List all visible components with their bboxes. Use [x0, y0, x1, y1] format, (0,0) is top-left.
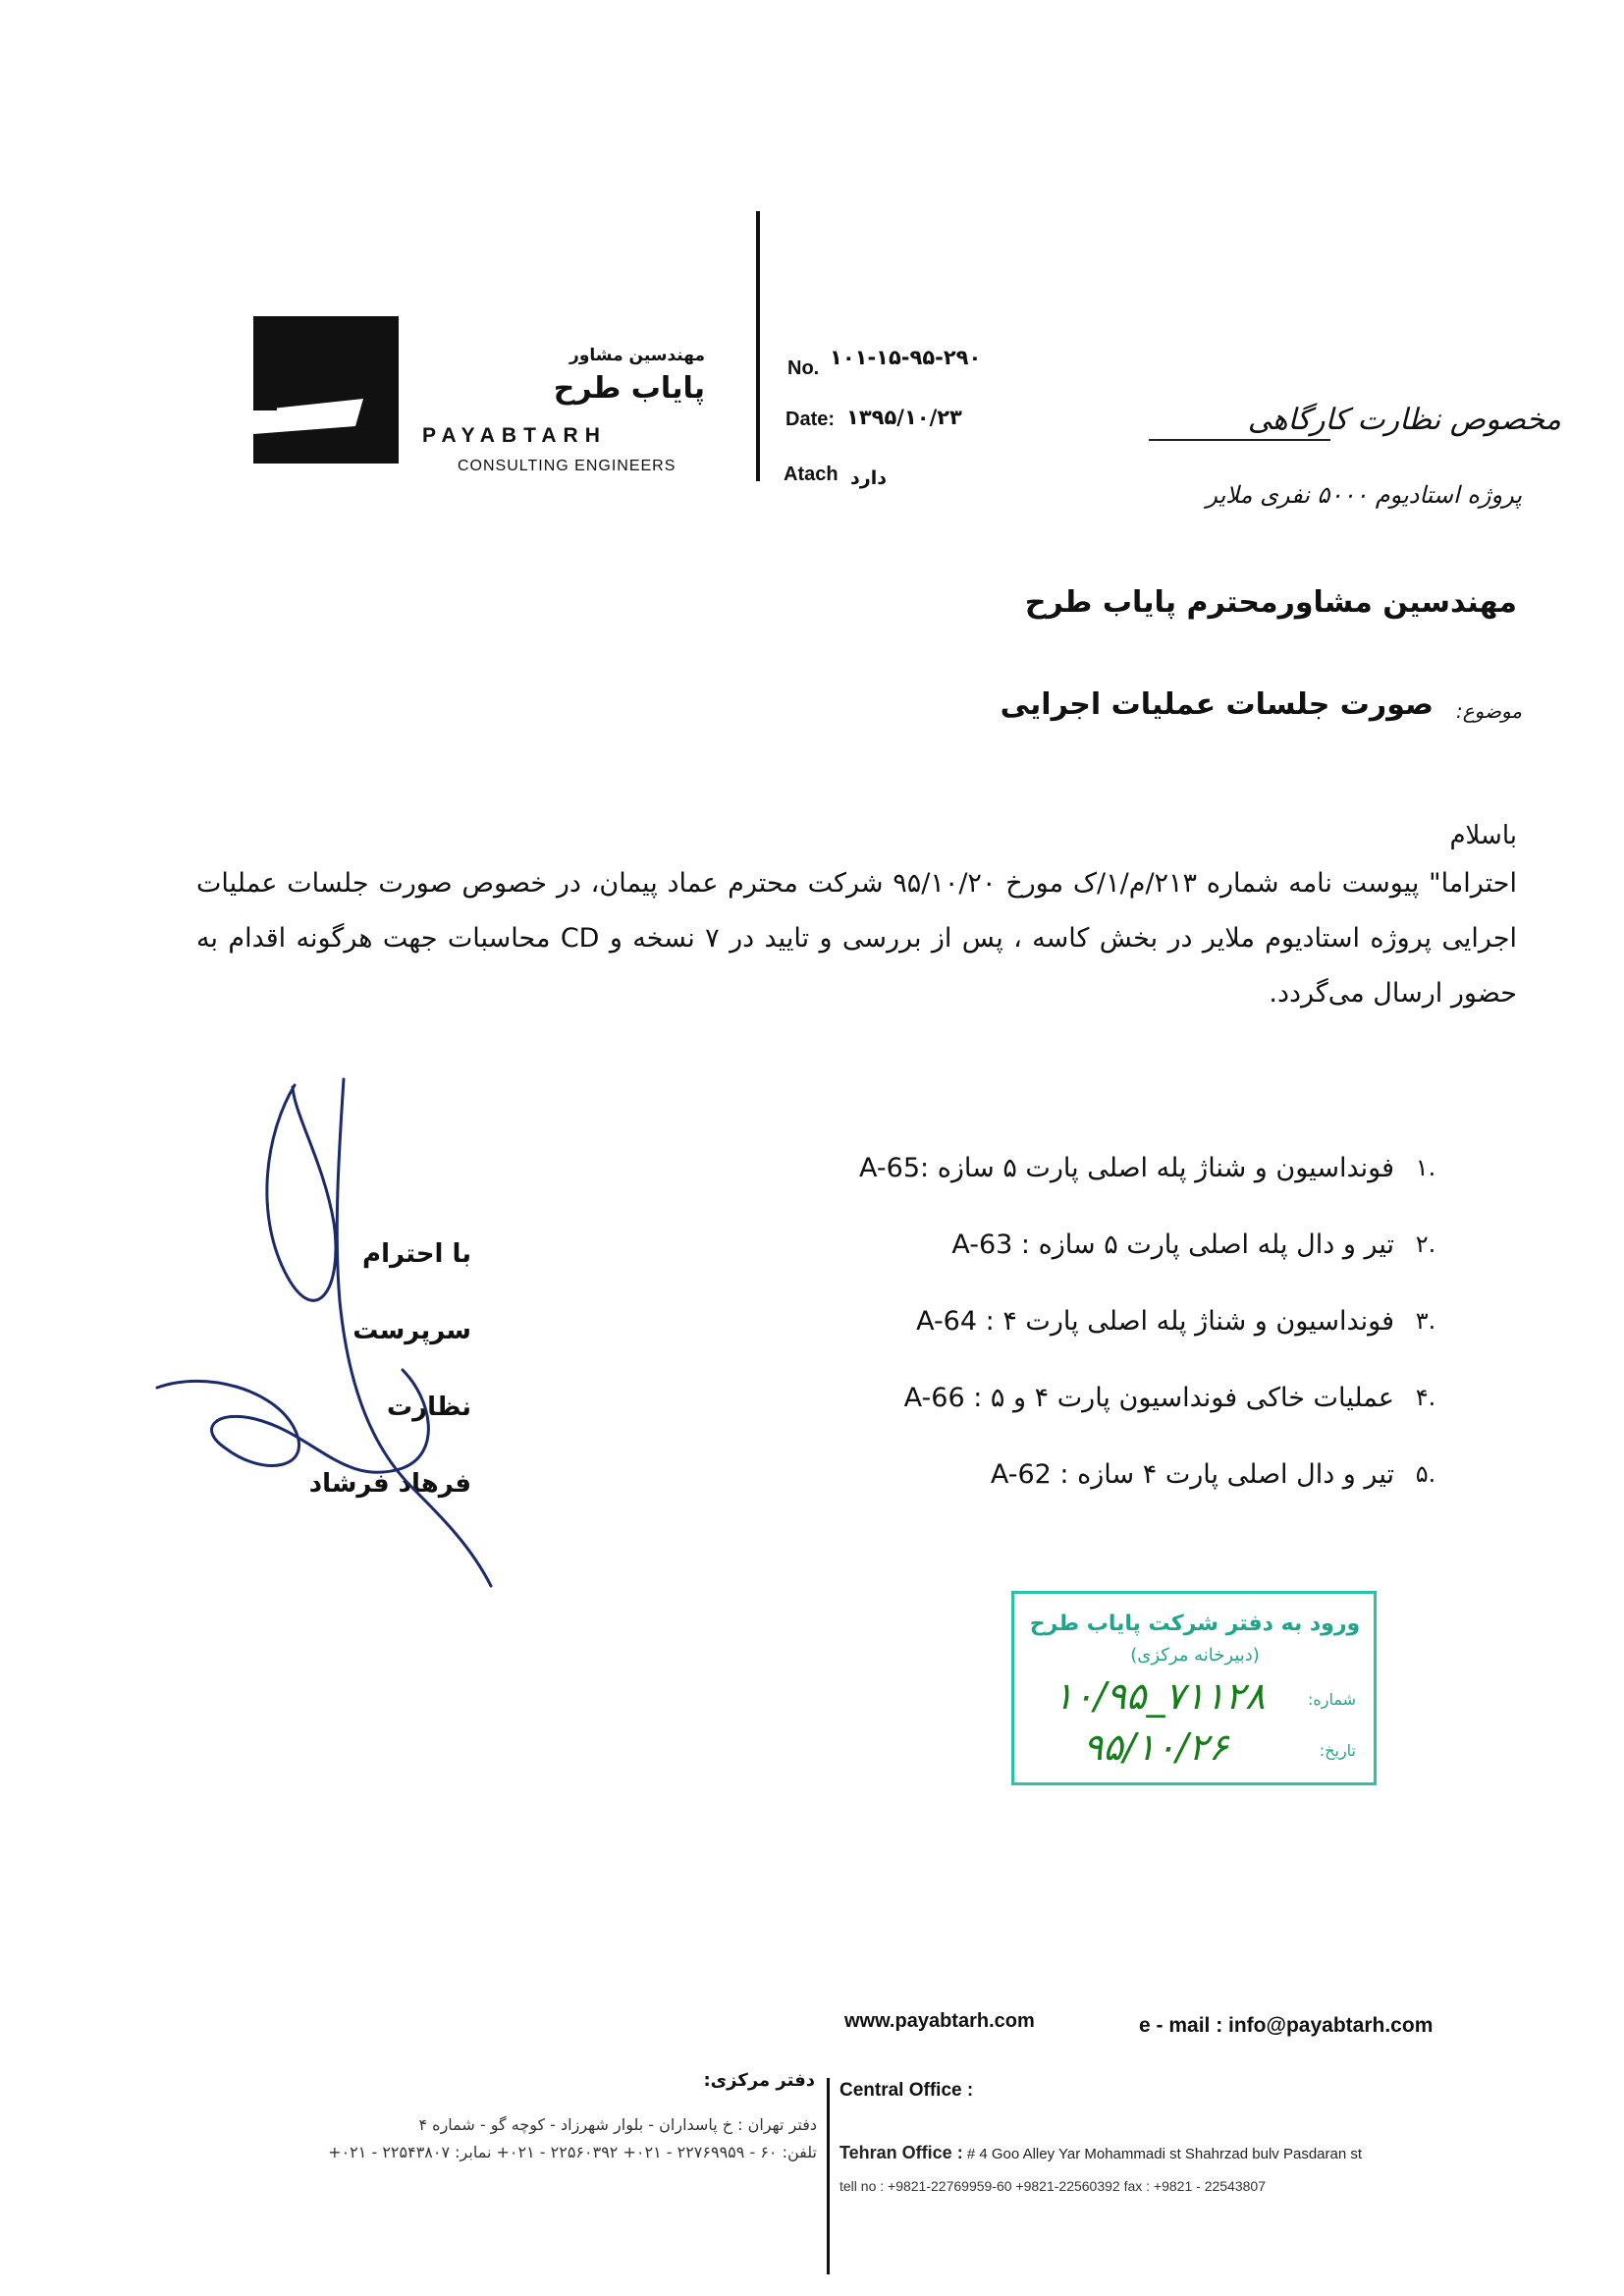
tehran-office-address [839, 2143, 1362, 2163]
special-label: مخصوص نظارت کارگاهی [1247, 403, 1561, 437]
tehran-office-label: Tehran Office : [839, 2143, 963, 2162]
handwritten-signature-icon [147, 1075, 550, 1591]
stamp-date-handwritten: ۹۵/۱۰/۲۶ [1083, 1725, 1229, 1769]
list-item-text: A-65: فونداسیون و شناژ پله اصلی پارت ۵ سازه [859, 1152, 1394, 1183]
firm-type-label: مهندسین مشاور [569, 346, 705, 365]
subject-label: موضوع: [1455, 699, 1522, 723]
payabtarh-logo-icon [253, 316, 399, 464]
list-item [815, 1283, 1443, 1359]
stamp-subtitle: (دبیرخانه مرکزی) [1130, 1645, 1260, 1666]
list-item-text: A-66 : عملیات خاکی فونداسیون پارت ۴ و ۵ [903, 1382, 1394, 1413]
tehran-office-street: # 4 Goo Alley Yar Mohammadi st Shahrzad bulv Pasdaran st [966, 2146, 1363, 2162]
address-persian-line: دفتر تهران : خ پاسداران - بلوار شهرزاد - کوچه گو - شماره ۴ [418, 2115, 817, 2134]
closing-regards: با احترام [362, 1239, 471, 1269]
list-item [815, 1436, 1443, 1512]
attachment-value: دارد [850, 467, 887, 489]
firm-subtitle: CONSULTING ENGINEERS [458, 458, 677, 474]
attachment-label: Atach [784, 464, 839, 485]
list-item-text: A-64 : فونداسیون و شناژ پله اصلی پارت ۴ [916, 1305, 1394, 1337]
project-line: پروژه استادیوم ۵۰۰۰ نفری ملایر [1206, 481, 1522, 509]
firm-name-latin: PAYABTARH [422, 424, 607, 447]
tel-fax-line: tell no : +9821-22769959-60 +9821-22560392 fax : +9821 - 22543807 [839, 2178, 1266, 2194]
address-persian [147, 2111, 817, 2166]
footer-divider [827, 2078, 830, 2274]
firm-name-persian: پایاب طرح [553, 371, 705, 406]
stamp-title: ورود به دفتر شرکت پایاب طرح [1029, 1612, 1361, 1636]
list-item [815, 1129, 1443, 1206]
list-item-number: ۳. [1415, 1307, 1436, 1335]
stamp-number-label: شماره: [1307, 1690, 1356, 1709]
list-item-number: ۲. [1415, 1230, 1436, 1258]
letter-number-value: ۱۰۱-۱۵-۹۵-۲۹۰ [830, 346, 982, 369]
list-item-number: ۱. [1415, 1154, 1436, 1181]
drawing-list [815, 1129, 1443, 1512]
subject-value: صورت جلسات عملیات اجرایی [1000, 687, 1434, 722]
registry-stamp [1011, 1591, 1377, 1785]
greeting: باسلام [1449, 821, 1517, 850]
letter-date-value: ۱۳۹۵/۱۰/۲۳ [846, 406, 962, 429]
closing-title: سرپرست نظارت [352, 1316, 471, 1422]
body-paragraph: احتراما" پیوست نامه شماره ۲۱۳/م/۱/ک مورخ ۹۵/۱۰/۲۰ شرکت محترم عماد پیمان، در خصوص صورت جلسات عملیات اجرایی پروژه استادیوم ملایر در بخش کاسه ، پس از بررسی و تایید در ۷ نسخه و CD محاسبات جهت هرگونه اقدام به حضور ارسال می‌گردد. [196, 868, 1518, 1009]
header-divider [756, 211, 760, 481]
letter-date-label: Date: [785, 409, 836, 430]
address-persian-line: تلفن: ۶۰ - ۲۲۷۶۹۹۵۹ - ۰۲۱+ ۲۲۵۶۰۳۹۲ - ۰۲۱+ نمابر: ۲۲۵۴۳۸۰۷ - ۰۲۱+ [328, 2143, 817, 2161]
stamp-number-handwritten: ۱۰/۹۵_۷۱۱۲۸ [1054, 1674, 1266, 1718]
footer-email: e - mail : info@payabtarh.com [1139, 2014, 1434, 2037]
list-item-number: ۴. [1415, 1384, 1436, 1411]
list-item [815, 1359, 1443, 1436]
closing-signer-name: فرهاد فرشاد [308, 1469, 471, 1499]
recipient: مهندسین مشاورمحترم پایاب طرح [1024, 585, 1517, 620]
list-item-number: ۵. [1415, 1460, 1436, 1488]
central-office-label-fa: دفتر مرکزی: [703, 2070, 815, 2091]
list-item-text: A-62 : تیر و دال اصلی پارت ۴ سازه [990, 1458, 1394, 1490]
special-underline [1149, 439, 1330, 441]
stamp-date-label: تاریخ: [1319, 1741, 1356, 1760]
central-office-label-en: Central Office : [839, 2080, 974, 2101]
letter-number-label: No. [787, 357, 820, 379]
footer-website: www.payabtarh.com [844, 2010, 1035, 2032]
list-item [815, 1206, 1443, 1283]
list-item-text: A-63 : تیر و دال پله اصلی پارت ۵ سازه [951, 1229, 1394, 1260]
